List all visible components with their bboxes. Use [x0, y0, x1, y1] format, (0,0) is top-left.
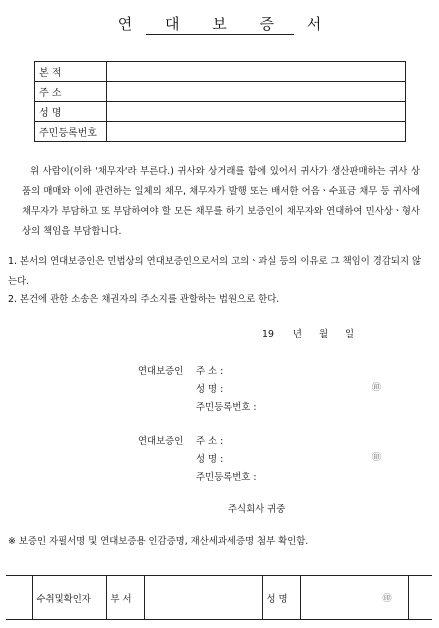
label-address: 주 소 [35, 82, 107, 102]
clause-1: 1. 본서의 연대보증인은 민법상의 연대보증인으로서의 고의ㆍ과실 등의 이유로 그 책임이 경감되지 않는다. [8, 256, 422, 287]
receipt-label: 수취및확인자 [32, 576, 106, 620]
guarantor-2-id-label: 주민등록번호 : [196, 472, 257, 483]
document-title: 연 대 보 증 서 [117, 15, 336, 33]
guarantor-2-title: 연대보증인 [138, 436, 184, 447]
table-row [35, 102, 406, 122]
clause-2: 2. 본건에 관한 소송은 채권자의 주소지를 관할하는 법원으로 한다. [8, 294, 280, 305]
seal-icon: ㊞ [382, 594, 392, 604]
label-domicile: 본 적 [35, 62, 107, 82]
receipt-name-value[interactable] [300, 576, 408, 620]
recipient-company: 주식회사 귀중 [228, 504, 286, 515]
receipt-right-margin [408, 576, 432, 620]
guarantor-2-name-label: 성 명 : [196, 454, 224, 465]
guarantee-paragraph: 위 사람이(이하 '채무자'라 부른다.) 귀사와 상거래를 함에 있어서 귀사가 생산판매하는 귀사 상품의 매매와 이에 관련하는 일체의 채무, 채무자가 발행 또는 배서한 어음ㆍ수표금 채무 등 귀사에 채무자가 부담하고 또 부담하여야 할 모든 채무를 하기 보증인이 채무자와 연대하여 민사상ㆍ형사상의 책임을 부담합니다. [22, 166, 420, 237]
seal-icon: ㊞ [372, 383, 382, 393]
label-resident-number: 주민등록번호 [35, 122, 107, 142]
date-day-unit: 일 [345, 329, 355, 340]
receipt-dept-value[interactable] [144, 576, 262, 620]
value-domicile[interactable] [107, 62, 406, 82]
personal-info-table [34, 61, 406, 142]
table-row [35, 82, 406, 102]
guarantor-1-addr-label: 주 소 : [196, 366, 224, 377]
receipt-dept-label: 부 서 [106, 576, 144, 620]
table-row [35, 122, 406, 142]
receipt-confirmation-table [6, 575, 432, 620]
table-row [35, 62, 406, 82]
guarantor-1-name-label: 성 명 : [196, 384, 224, 395]
guarantor-1-title: 연대보증인 [138, 366, 184, 377]
attachment-note: ※ 보증인 자필서명 및 연대보증용 인감증명, 재산세과세증명 첨부 확인함. [8, 536, 309, 547]
date-year-unit: 년 [292, 329, 302, 340]
seal-icon: ㊞ [372, 453, 382, 463]
table-row [6, 576, 432, 620]
receipt-name-label: 성 명 [262, 576, 300, 620]
date-line [262, 326, 354, 340]
value-resident-number[interactable] [107, 122, 406, 142]
receipt-left-margin [6, 576, 32, 620]
date-year: 19 [262, 329, 274, 340]
label-name: 성 명 [35, 102, 107, 122]
value-address[interactable] [107, 82, 406, 102]
guarantor-1-id-label: 주민등록번호 : [196, 402, 257, 413]
value-name[interactable] [107, 102, 406, 122]
date-month-unit: 월 [318, 329, 329, 340]
title-underline [146, 34, 294, 35]
guarantor-2-addr-label: 주 소 : [196, 436, 224, 447]
